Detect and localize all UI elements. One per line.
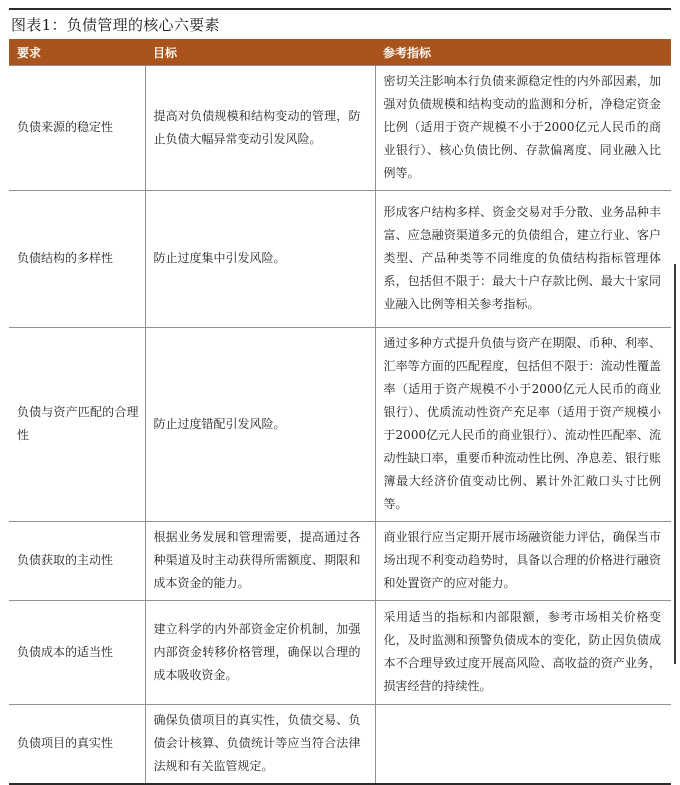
table-row	[9, 66, 671, 191]
requirement-cell: 负债获取的主动性	[9, 522, 145, 601]
table-row	[9, 601, 671, 705]
header-requirement: 要求	[9, 39, 145, 66]
goal-cell: 防止过度集中引发风险。	[145, 191, 375, 328]
goal-cell: 提高对负债规模和结构变动的管理，防止负债大幅异常变动引发风险。	[145, 66, 375, 191]
requirement-cell: 负债项目的真实性	[9, 705, 145, 785]
reference-cell: 通过多种方式提升负债与资产在期限、币种、利率、汇率等方面的匹配程度，包括但不限于：流动性覆盖率（适用于资产规模不小于2000亿元人民币的商业银行）、优质流动性资产充足率（适用于资产规模小于2000亿元人民币的商业银行）、流动性匹配率、流动性缺口率，重要币种流动性比例、净息差、银行账簿最大经济价值变动比例、累计外汇敞口头寸比例等。	[375, 328, 671, 522]
requirement-cell: 负债与资产匹配的合理性	[9, 328, 145, 522]
goal-cell: 建立科学的内外部资金定价机制，加强内部资金转移价格管理，确保以合理的成本吸收资金。	[145, 601, 375, 705]
header-reference: 参考指标	[375, 39, 671, 66]
table-row	[9, 705, 671, 785]
reference-cell: 形成客户结构多样、资金交易对手分散、业务品种丰富、应急融资渠道多元的负债组合，建立行业、客户类型、产品种类等不同维度的负债结构指标管理体系，包括但不限于：最大十户存款比例、最大十家同业融入比例等相关参考指标。	[375, 191, 671, 328]
header-goal: 目标	[145, 39, 375, 66]
table-row	[9, 191, 671, 328]
table-row	[9, 328, 671, 522]
requirement-cell: 负债成本的适当性	[9, 601, 145, 705]
reference-cell: 商业银行应当定期开展市场融资能力评估，确保当市场出现不利变动趋势时，具备以合理的价格进行融资和处置资产的应对能力。	[375, 522, 671, 601]
goal-cell: 防止过度错配引发风险。	[145, 328, 375, 522]
reference-cell	[375, 705, 671, 785]
reference-cell: 采用适当的指标和内部限额，参考市场相关价格变化，及时监测和预警负债成本的变化，防止因负债成本不合理导致过度开展高风险、高收益的资产业务，损害经营的持续性。	[375, 601, 671, 705]
requirement-cell: 负债来源的稳定性	[9, 66, 145, 191]
table-header-row	[9, 39, 671, 66]
reference-cell: 密切关注影响本行负债来源稳定性的内外部因素，加强对负债规模和结构变动的监测和分析，净稳定资金比例（适用于资产规模不小于2000亿元人民币的商业银行）、核心负债比例、存款偏离度、同业融入比例等。	[375, 66, 671, 191]
caption-top-rule	[9, 8, 671, 10]
table-caption: 图表1：负债管理的核心六要素	[11, 16, 220, 34]
table-row	[9, 522, 671, 601]
goal-cell: 确保负债项目的真实性，负债交易、负债会计核算、负债统计等应当符合法律法规和有关监管规定。	[145, 705, 375, 785]
requirement-cell: 负债结构的多样性	[9, 191, 145, 328]
goal-cell: 根据业务发展和管理需要，提高通过各种渠道及时主动获得所需额度、期限和成本资金的能力。	[145, 522, 375, 601]
core-elements-table	[9, 39, 671, 785]
page-edge-mark	[674, 264, 676, 664]
